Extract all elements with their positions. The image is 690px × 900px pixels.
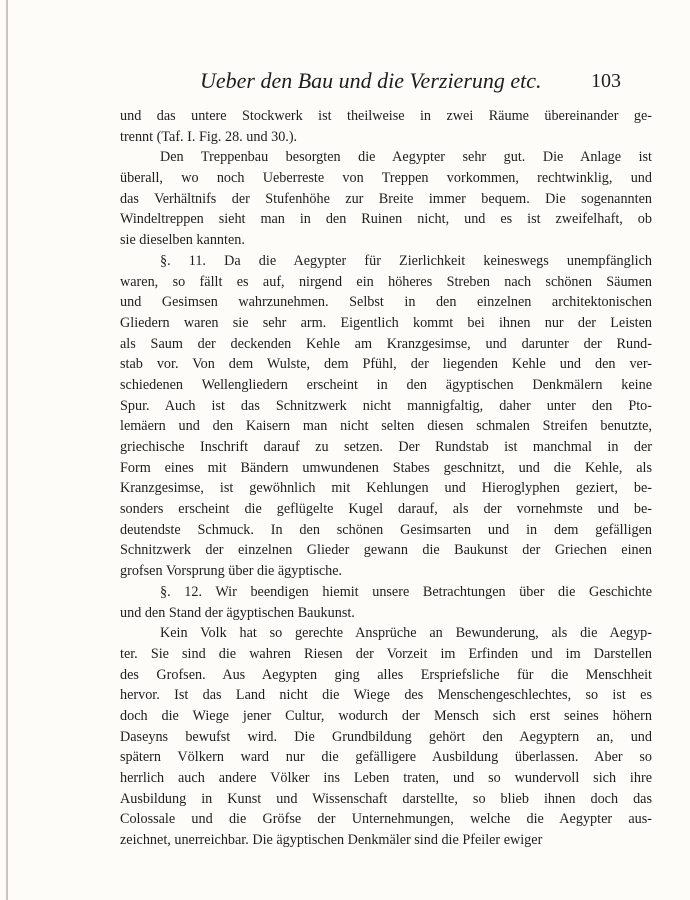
text-line: sie dieselben kannten. [120,232,245,249]
paragraph [120,106,652,147]
text-line: und Gesimsen wahrzunehmen. Selbst in den einzelnen architektonischen [120,294,652,311]
body-text [120,106,652,851]
text-line: Daseyns bewufst wird. Die Grundbildung gehört den Aegyptern an, und [120,728,652,745]
text-line: griechische Inschrift darauf zu setzen. Der Rundstab ist manchmal in der [120,439,652,455]
text-line: trennt (Taf. I. Fig. 28. und 30.). [120,128,298,145]
text-line: Windeltreppen sieht man in den Ruinen nicht, und es ist zweifelhaft, ob [120,211,652,228]
paragraph [120,623,652,851]
paragraph [120,147,652,250]
page-edge [6,0,8,900]
text-line: hervor. Ist das Land nicht die Wiege des Menschengeschlechtes, so ist es [120,687,652,704]
text-line: Den Treppenbau besorgten die Aegypter sehr gut. Die Anlage ist [160,149,652,166]
text-line: des Grofsen. Aus Aegypten ging alles Erspriefsliche für die Menschheit [120,666,652,683]
text-line: und das untere Stockwerk ist theilweise in zwei Räume übereinander ge- [120,108,652,124]
text-line: herrlich auch andere Völker ins Leben traten, und so wundervoll sich ihre [120,770,652,786]
text-line: das Verhältnifs der Stufenhöhe zur Breite immer bequem. Die sogenannten [120,190,652,207]
paragraph [120,582,652,623]
text-line: grofsen Vorsprung über die ägyptische. [120,563,343,580]
text-line: Ausbildung in Kunst und Wissenschaft darstellte, so blieb ihnen doch das [120,790,652,807]
text-line: §. 11. Da die Aegypter für Zierlichkeit keineswegs unempfänglich [160,252,652,269]
text-line: überall, wo noch Ueberreste von Treppen vorkommen, rechtwinklig, und [120,170,652,187]
text-line: waren, so fällt es auf, nirgend ein höheres Streben nach schönen Säumen [120,273,652,290]
text-line: §. 12. Wir beendigen hiemit unsere Betrachtungen über die Geschichte [160,583,652,600]
text-line: als Saum der deckenden Kehle am Kranzgesimse, und darunter der Rund- [120,335,652,352]
text-line: Schnitzwerk der einzelnen Glieder gewann die Baukunst der Griechen einen [120,542,652,559]
paragraph [120,251,652,582]
text-line: Kranzgesimse, ist gewöhnlich mit Kehlungen und Hieroglyphen geziert, be- [120,480,652,497]
text-line: zeichnet, unerreichbar. Die ägyptischen Denkmäler sind die Pfeiler ewiger [120,832,543,849]
page-header [0,68,690,102]
text-line: doch die Wiege jener Cultur, wodurch der Mensch sich erst seines höhern [120,707,652,724]
page-number: 103 [591,70,621,92]
text-line: deutendste Schmuck. In den schönen Gesimsarten und in dem gefälligen [120,521,652,538]
text-line: schiedenen Wellengliedern erscheint in den ägyptischen Denkmälern keine [120,376,652,393]
running-title: Ueber den Bau und die Verzierung etc. [200,68,542,93]
text-line: ter. Sie sind die wahren Riesen der Vorzeit im Erfinden und im Darstellen [120,645,652,662]
text-line: Form eines mit Bändern umwundenen Stabes geschnitzt, und die Kehle, als [120,459,652,476]
text-line: und den Stand der ägyptischen Baukunst. [120,604,355,621]
text-line: lemäern und den Kaisern man nicht selten diesen schmalen Streifen benutzte, [120,418,652,435]
text-line: sonders erscheint die geflügelte Kugel darauf, als der vornehmste und be- [120,501,652,518]
text-line: Spur. Auch ist das Schnitzwerk nicht mannigfaltig, daher unter den Pto- [120,397,652,414]
text-line: spätern Völkern ward nur die gefälligere Ausbildung überlassen. Aber so [120,749,652,766]
text-line: Kein Volk hat so gerechte Ansprüche an Bewunderung, als die Aegyp- [160,625,652,642]
text-line: Colossale und die Gröfse der Unternehmungen, welche die Aegypter aus- [120,811,652,828]
text-line: Gliedern waren sie sehr arm. Eigentlich kommt bei ihnen nur der Leisten [120,314,652,331]
text-line: stab vor. Von dem Wulste, dem Pfühl, der liegenden Kehle und den ver- [120,356,652,373]
